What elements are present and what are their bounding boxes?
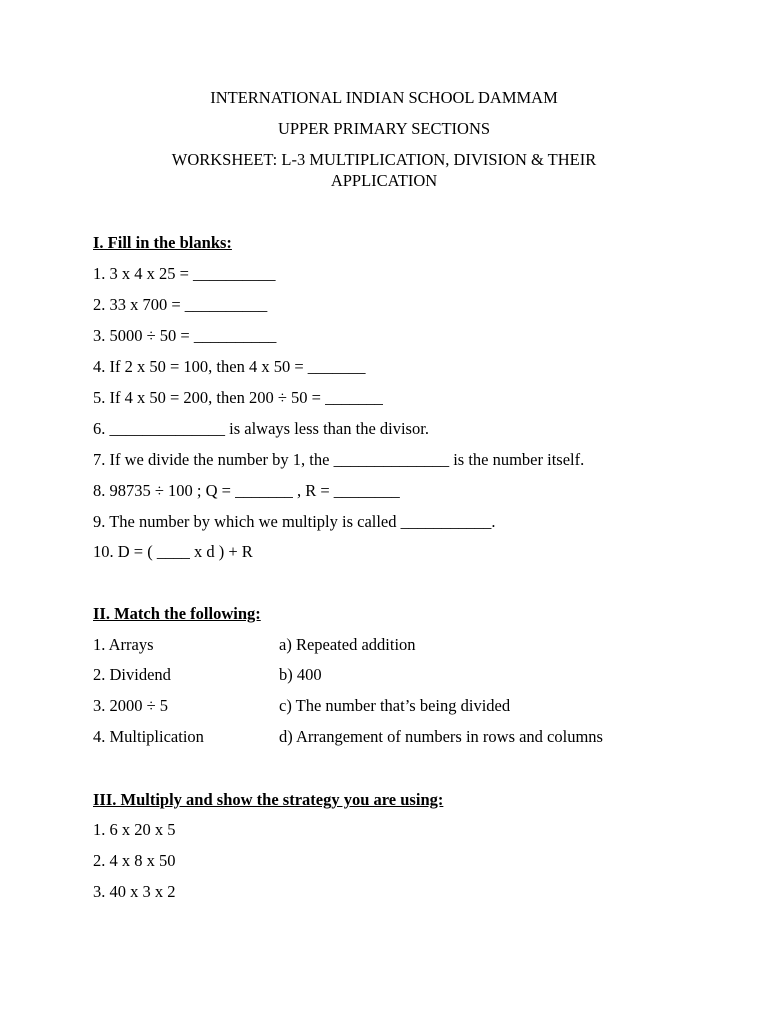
- school-name: INTERNATIONAL INDIAN SCHOOL DAMMAM: [210, 88, 558, 107]
- fill-blank-item: 10. D = ( ____ x d ) + R: [93, 542, 253, 561]
- fill-blank-item: 4. If 2 x 50 = 100, then 4 x 50 = _______: [93, 357, 366, 376]
- match-right-item: c) The number that’s being divided: [279, 696, 511, 715]
- match-right-item: b) 400: [279, 665, 322, 684]
- multiply-item: 1. 6 x 20 x 5: [93, 820, 176, 839]
- worksheet-title-line-1: WORKSHEET: L-3 MULTIPLICATION, DIVISION & THEIR: [171, 150, 597, 169]
- fill-blank-item: 7. If we divide the number by 1, the ______________ is the number itself.: [93, 450, 585, 469]
- fill-blank-item: 1. 3 x 4 x 25 = __________: [93, 264, 276, 283]
- section-1-heading: I. Fill in the blanks:: [93, 233, 232, 252]
- section-name: UPPER PRIMARY SECTIONS: [277, 119, 491, 138]
- multiply-item: 2. 4 x 8 x 50: [93, 851, 176, 870]
- match-left-item: 4. Multiplication: [93, 727, 204, 746]
- fill-blank-item: 8. 98735 ÷ 100 ; Q = _______ , R = ________: [93, 481, 400, 500]
- section-3-heading: III. Multiply and show the strategy you are using:: [93, 790, 444, 809]
- match-left-item: 1. Arrays: [93, 635, 154, 654]
- match-left-item: 3. 2000 ÷ 5: [93, 696, 169, 715]
- match-right-item: a) Repeated addition: [279, 635, 416, 654]
- fill-blank-item: 6. ______________ is always less than the divisor.: [93, 419, 429, 438]
- fill-blank-item: 2. 33 x 700 = __________: [93, 295, 268, 314]
- worksheet-title-line-2: APPLICATION: [330, 171, 438, 190]
- fill-blank-item: 5. If 4 x 50 = 200, then 200 ÷ 50 = _______: [93, 388, 383, 407]
- fill-blank-item: 9. The number by which we multiply is called ___________.: [93, 512, 496, 531]
- fill-blank-item: 3. 5000 ÷ 50 = __________: [93, 326, 277, 345]
- match-left-item: 2. Dividend: [93, 665, 171, 684]
- multiply-item: 3. 40 x 3 x 2: [93, 882, 176, 901]
- match-right-item: d) Arrangement of numbers in rows and columns: [279, 727, 603, 746]
- section-2-heading: II. Match the following:: [93, 604, 261, 623]
